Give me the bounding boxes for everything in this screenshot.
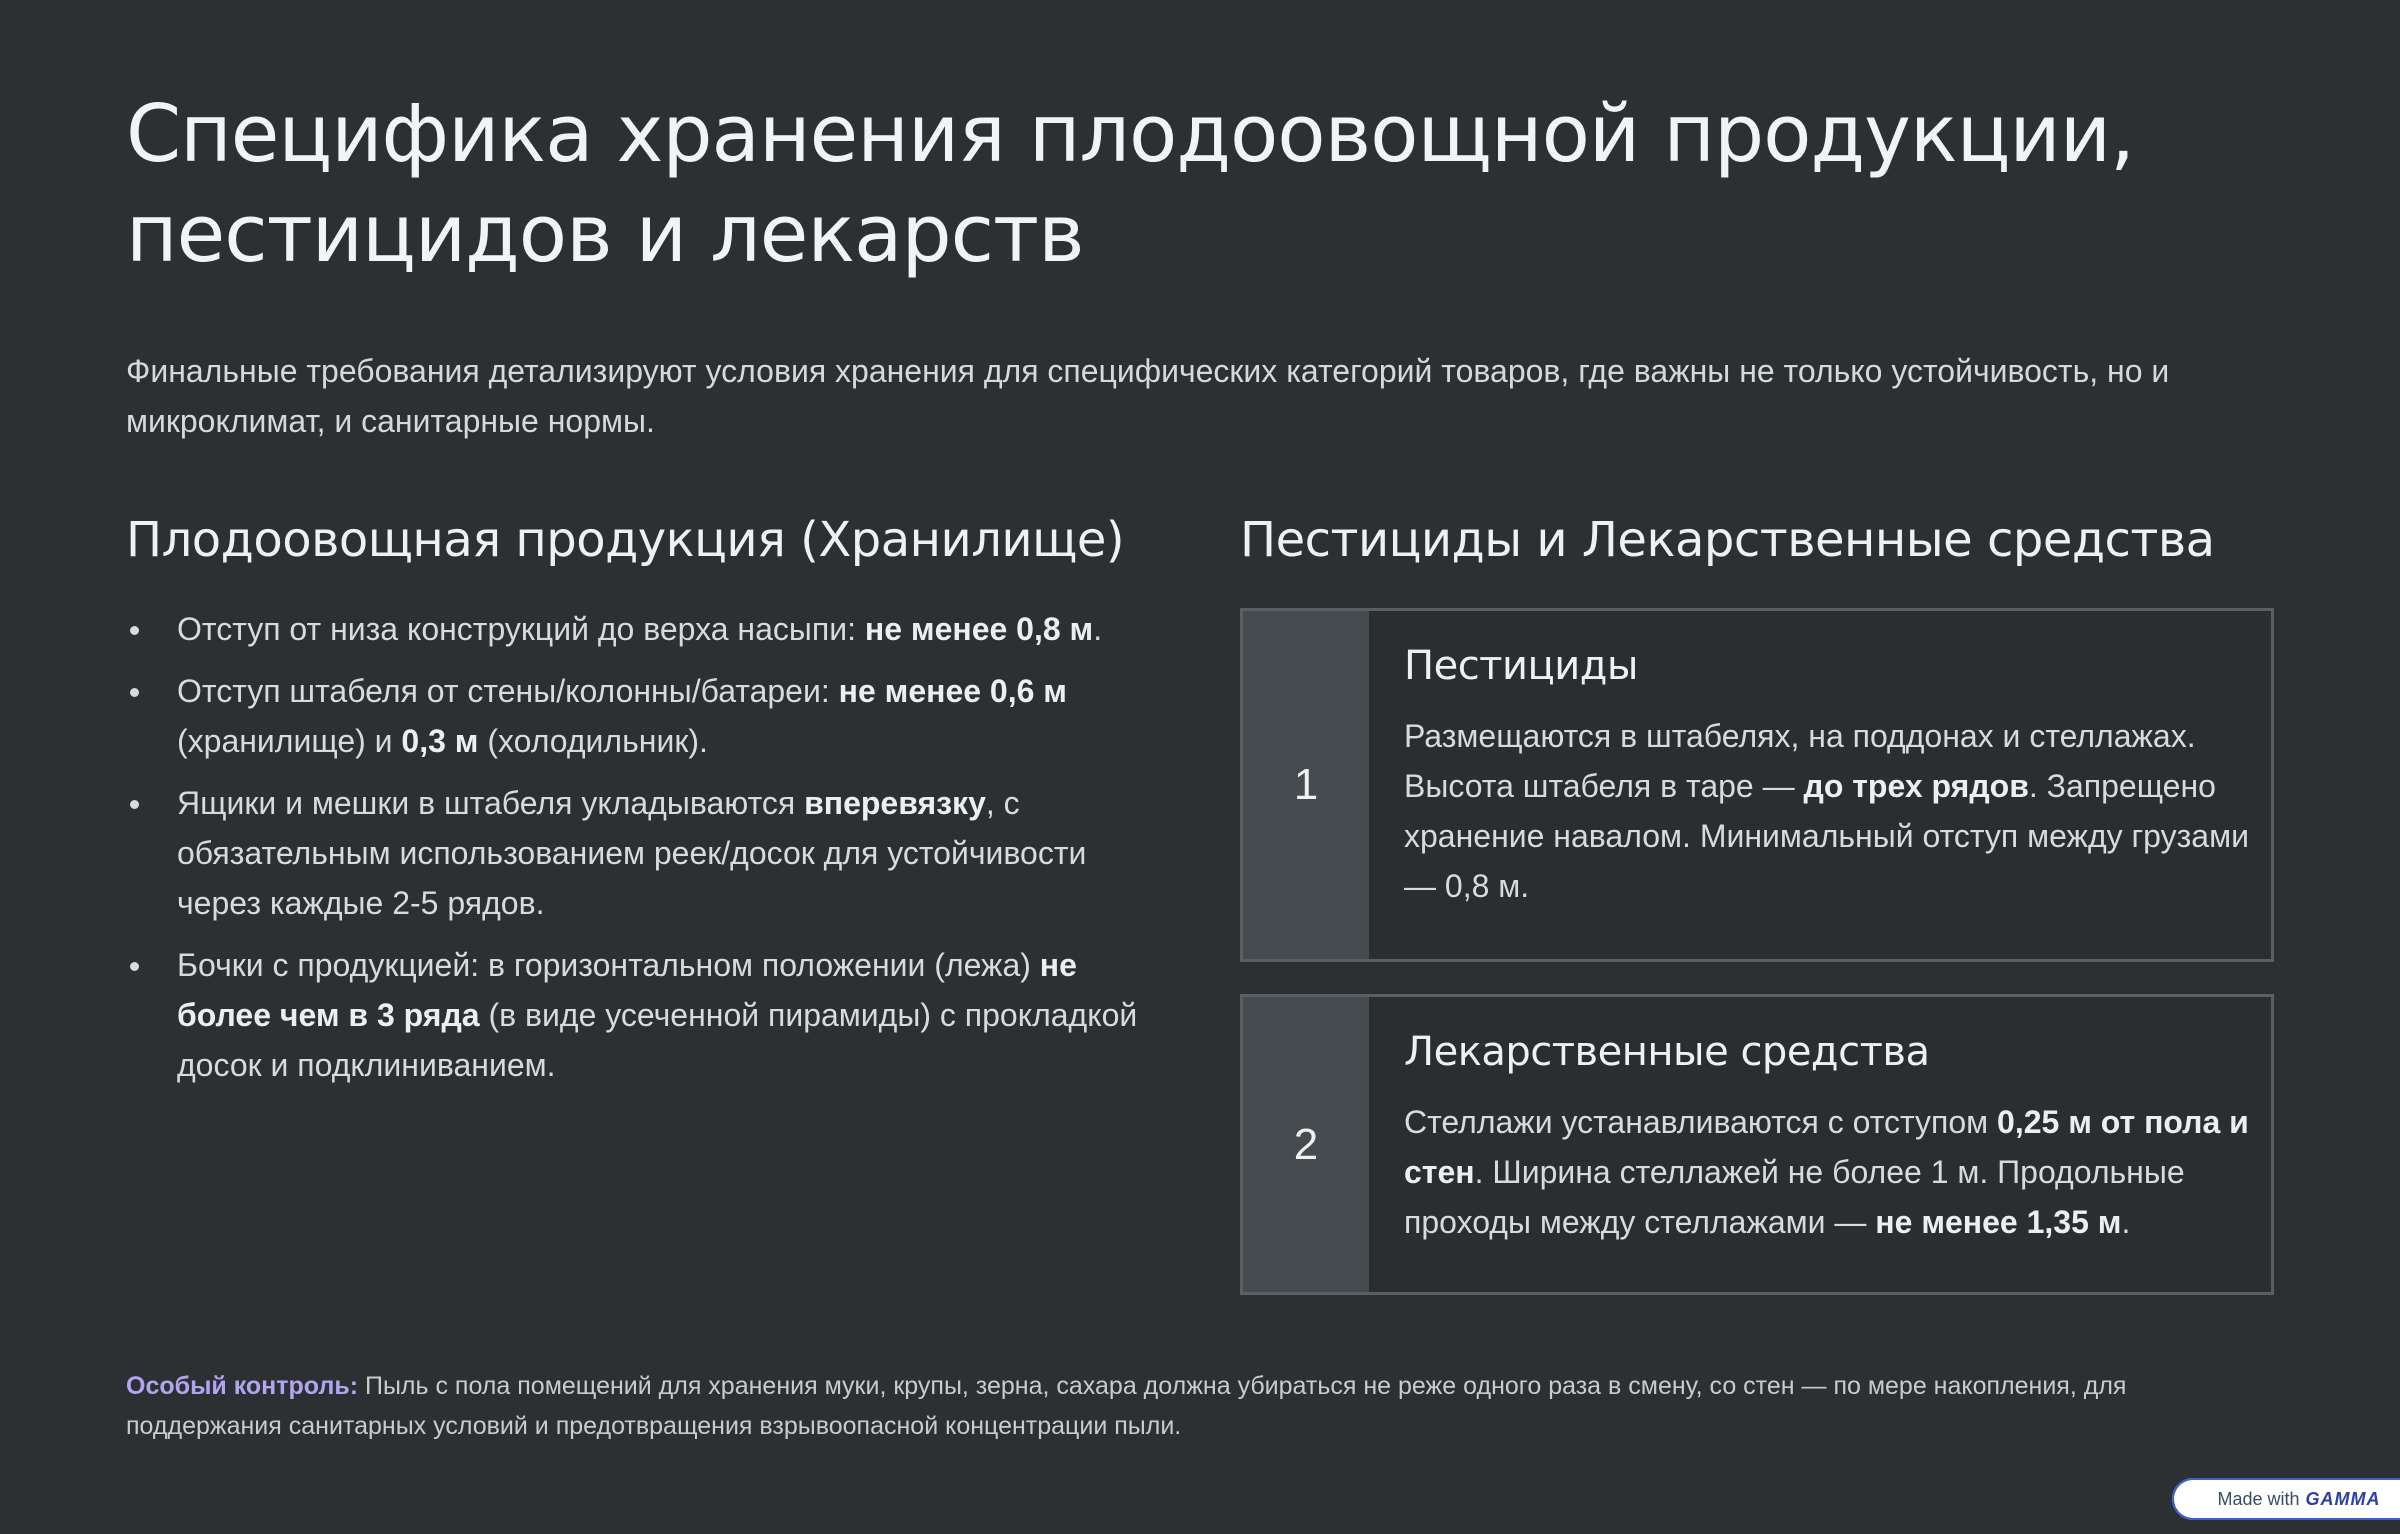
card-text-part: Стеллажи устанавливаются с отступом [1404,1104,1998,1140]
bullet-text: Ящики и мешки в штабеля укладываются [177,785,805,821]
card-text-part: . Запрещено хранение навалом. Минимальный отступ между грузами — 0,8 м. [1404,768,2249,904]
bullet-text: Отступ штабеля от стены/колонны/батареи: [177,673,839,709]
gamma-logo-icon: GAMMA [2305,1488,2381,1509]
bullet-emphasis: 0,3 м [401,723,479,759]
list-item [126,778,1166,928]
card-text [1404,711,2253,911]
bullet-emphasis: не более чем в 3 ряда [177,947,1077,1033]
card-number-column [1243,611,1369,959]
bullet-dot-icon [130,688,139,697]
produce-bullet-list [126,604,1166,1102]
list-item [126,604,1166,654]
pesticides-medicines-heading: Пестициды и Лекарственные средства [1240,512,2215,568]
pesticides-card [1240,608,2274,962]
intro-paragraph: Финальные требования детализируют условия хранения для специфических категорий товаров, где важны не только устойчивость, но и микроклимат, и санитарные нормы. [126,353,2170,439]
special-control-note [126,1366,2276,1446]
card-text-emphasis: до трех рядов [1803,768,2029,804]
bullet-emphasis: вперевязку [804,785,986,821]
made-with-gamma-badge[interactable] [2172,1478,2400,1520]
note-label: Особый контроль: [126,1372,359,1400]
bullet-text: , с обязательным использованием реек/досок для устойчивости через каждые 2-5 рядов. [177,785,1087,921]
card-text-part: . Ширина стеллажей не более 1 м. Продольные проходы между стеллажами — [1404,1154,2185,1240]
bullet-emphasis: не менее 0,6 м [838,673,1067,709]
bullet-dot-icon [130,800,139,809]
card-text-part: . [2121,1204,2131,1240]
card-text-emphasis: не менее 1,35 м [1875,1204,2122,1240]
bullet-text: (в виде усеченной пирамиды) с прокладкой досок и подклиниванием. [177,997,1138,1083]
card-text-part: Размещаются в штабелях, на поддонах и стеллажах. Высота штабеля в таре — [1404,718,2196,804]
card-title: Пестициды [1404,643,1638,689]
page-title [126,84,2276,284]
note-text: Пыль с пола помещений для хранения муки, крупы, зерна, сахара должна убираться не реже одного раза в смену, со стен — по мере накопления, для поддержания санитарных условий и предотвращения взрывоопасной концентрации пыли. [126,1372,2127,1440]
card-number-column [1243,997,1369,1292]
page-title-line-2: пестицидов и лекарств [126,188,1084,280]
bullet-emphasis: не менее 0,8 м [864,611,1094,647]
bullet-text: Бочки с продукцией: в горизонтальном положении (лежа) [177,947,1040,983]
produce-heading: Плодоовощная продукция (Хранилище) [126,512,1125,568]
bullet-text: (хранилище) и [177,723,402,759]
card-body [1404,1025,2253,1247]
list-item [126,666,1166,766]
card-body [1404,639,2253,911]
card-text-emphasis: 0,25 м от пола и стен [1404,1104,2249,1190]
card-text [1404,1097,2253,1247]
list-item [126,940,1166,1090]
medicines-card [1240,994,2274,1295]
card-number: 2 [1293,1119,1319,1169]
bullet-dot-icon [130,962,139,971]
bullet-text: (холодильник). [478,723,708,759]
card-title: Лекарственные средства [1404,1029,1930,1075]
card-number: 1 [1293,760,1319,809]
bullet-text: Отступ от низа конструкций до верха насыпи: [177,611,865,647]
bullet-text: . [1093,611,1103,647]
page-title-line-1: Специфика хранения плодоовощной продукции, [126,88,2135,180]
badge-text: Made with [2217,1488,2300,1509]
bullet-dot-icon [130,626,139,635]
